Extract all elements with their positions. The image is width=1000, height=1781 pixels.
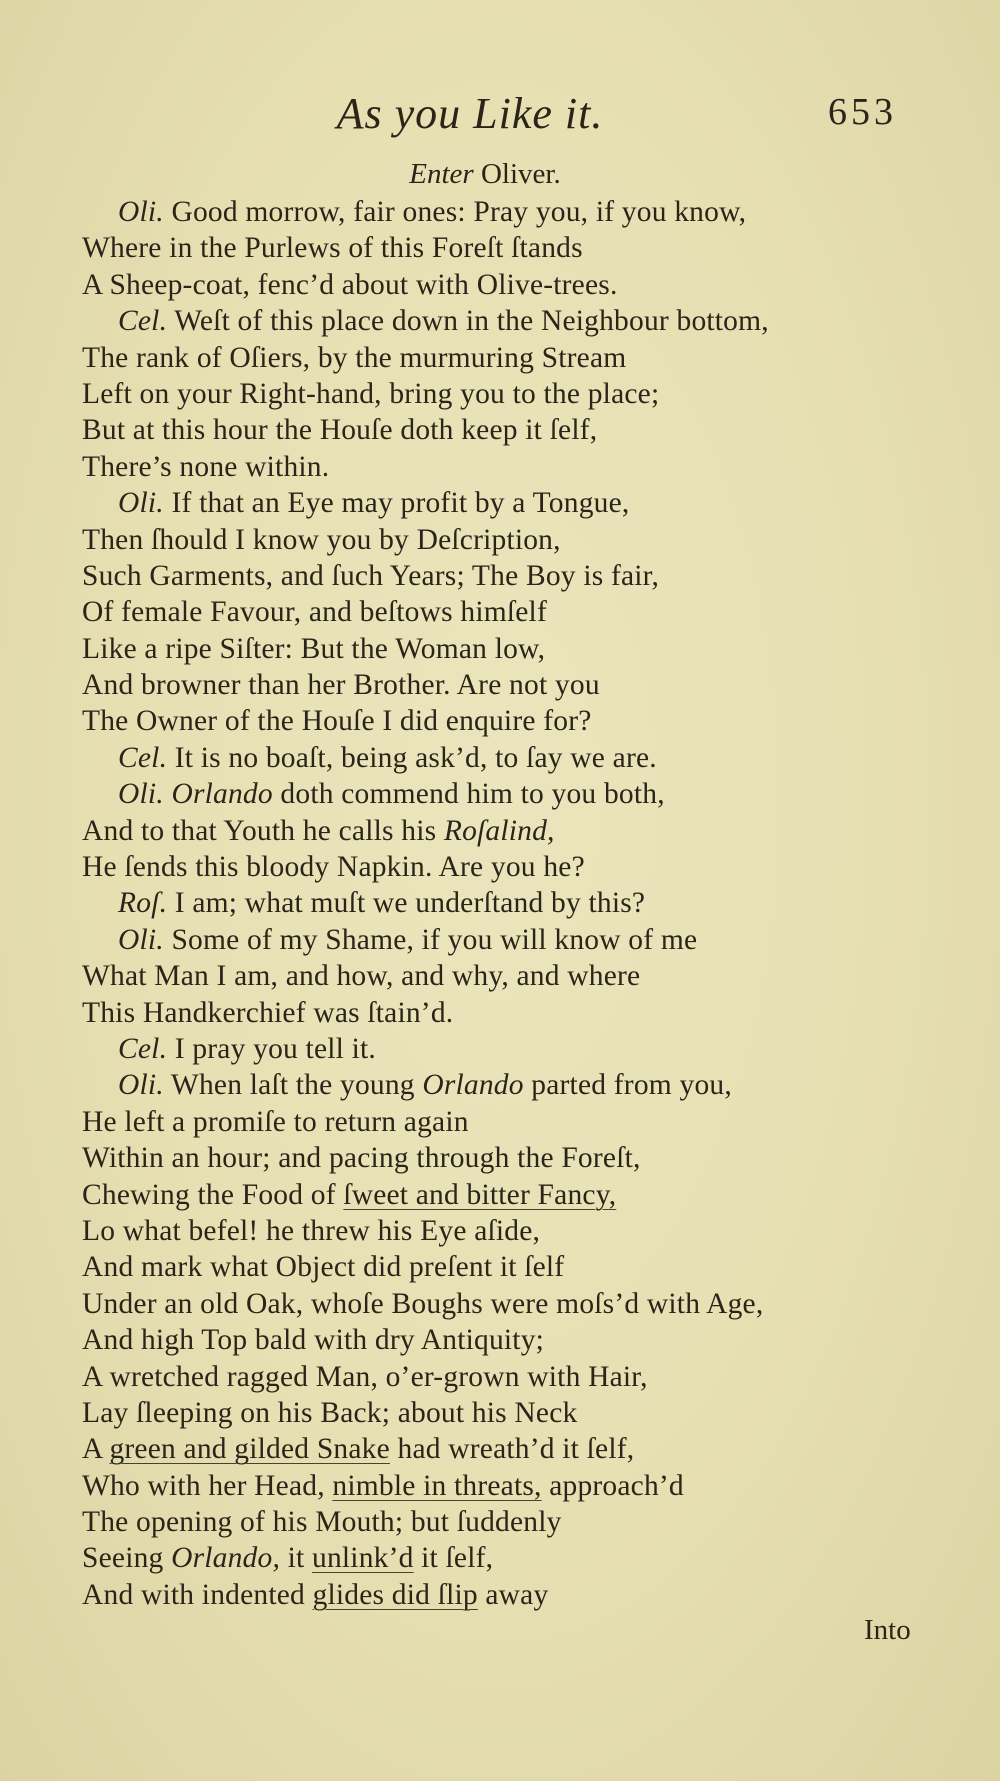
line-text: When laſt the young bbox=[163, 1069, 423, 1102]
line-text: Left on your Right-hand, bring you to the place; bbox=[82, 377, 660, 410]
line-text: Seeing bbox=[82, 1542, 172, 1575]
verse-line bbox=[82, 522, 962, 558]
verse-line bbox=[82, 776, 962, 812]
verse-line bbox=[82, 412, 962, 448]
stage-direction-enter: Enter bbox=[409, 158, 474, 190]
verse-line bbox=[82, 1177, 962, 1213]
verse-line bbox=[82, 230, 962, 266]
italic-name: Orlando bbox=[422, 1069, 524, 1102]
verse-line bbox=[82, 740, 962, 776]
line-text: It is no boaſt, being ask’d, to ſay we are. bbox=[167, 741, 657, 774]
verse-text bbox=[82, 194, 962, 1613]
speaker-name: Oli. bbox=[118, 487, 164, 520]
line-text: And browner than her Brother. Are not you bbox=[82, 669, 600, 702]
line-text: Chewing the Food of bbox=[82, 1178, 344, 1211]
line-text: Of female Favour, and beſtows himſelf bbox=[82, 596, 547, 629]
line-text: parted from you, bbox=[523, 1069, 732, 1102]
line-text: Who with her Head, bbox=[82, 1469, 333, 1502]
line-text: There’s none within. bbox=[82, 450, 330, 483]
verse-line bbox=[82, 1031, 962, 1067]
verse-line bbox=[82, 885, 962, 921]
line-text: approach’d bbox=[541, 1469, 684, 1502]
line-text: And to that Youth he calls his bbox=[82, 814, 444, 847]
verse-line bbox=[82, 958, 962, 994]
verse-line bbox=[82, 194, 962, 230]
verse-line bbox=[82, 1286, 962, 1322]
line-text: A Sheep-coat, fenc’d about with Olive-trees. bbox=[82, 268, 618, 301]
verse-line bbox=[82, 1504, 962, 1540]
verse-line bbox=[82, 376, 962, 412]
line-text: I am; what muſt we underſtand by this? bbox=[167, 887, 646, 920]
italic-name: Orlando, bbox=[171, 1542, 281, 1575]
line-text: I pray you tell it. bbox=[167, 1032, 376, 1065]
verse-line bbox=[82, 485, 962, 521]
verse-line bbox=[82, 1067, 962, 1103]
line-text: Where in the Purlews of this Foreſt ſtands bbox=[82, 232, 583, 265]
line-text: Lo what befel! he threw his Eye aſide, bbox=[82, 1214, 541, 1247]
line-text: Such Garments, and ſuch Years; The Boy is fair, bbox=[82, 559, 660, 592]
verse-line bbox=[82, 303, 962, 339]
verse-line bbox=[82, 1577, 962, 1613]
running-title-text: As you Like it. bbox=[336, 89, 604, 138]
verse-line bbox=[82, 558, 962, 594]
line-text: Some of my Shame, if you will know of me bbox=[163, 923, 698, 956]
line-text: He left a promiſe to return again bbox=[82, 1105, 469, 1138]
verse-line bbox=[82, 667, 962, 703]
line-text: Weſt of this place down in the Neighbour bottom, bbox=[167, 305, 769, 338]
line-text: If that an Eye may profit by a Tongue, bbox=[163, 487, 630, 520]
verse-line bbox=[82, 1213, 962, 1249]
speaker-name: Oli. bbox=[118, 1069, 164, 1102]
verse-line bbox=[82, 813, 962, 849]
verse-line bbox=[82, 340, 962, 376]
line-text: it bbox=[280, 1542, 312, 1575]
speaker-name: Cel. bbox=[118, 1032, 168, 1065]
line-text: Lay ſleeping on his Back; about his Neck bbox=[82, 1396, 578, 1429]
line-text: He ſends this bloody Napkin. Are you he? bbox=[82, 851, 585, 884]
line-text: nimble in threats, bbox=[332, 1469, 542, 1502]
verse-line bbox=[82, 1140, 962, 1176]
verse-line bbox=[82, 1431, 962, 1467]
verse-line bbox=[82, 995, 962, 1031]
verse-line bbox=[82, 1104, 962, 1140]
verse-line bbox=[82, 1468, 962, 1504]
line-text: ſweet and bitter Fancy, bbox=[343, 1178, 617, 1211]
line-text: What Man I am, and how, and why, and where bbox=[82, 960, 641, 993]
line-text: But at this hour the Houſe doth keep it ſelf, bbox=[82, 414, 598, 447]
line-text: The rank of Oſiers, by the murmuring Stream bbox=[82, 341, 627, 374]
line-text: A bbox=[82, 1433, 110, 1466]
stage-direction-character: Oliver. bbox=[473, 158, 561, 190]
italic-name: Roſalind, bbox=[443, 814, 555, 847]
line-text: And high Top bald with dry Antiquity; bbox=[82, 1324, 545, 1357]
verse-line bbox=[82, 449, 962, 485]
line-text: A wretched ragged Man, o’er-grown with Hair, bbox=[82, 1360, 648, 1393]
line-text: had wreath’d it ſelf, bbox=[389, 1433, 635, 1466]
line-text: glides did ſlip bbox=[312, 1578, 478, 1611]
line-text: Then ſhould I know you by Deſcription, bbox=[82, 523, 561, 556]
verse-line bbox=[82, 1322, 962, 1358]
verse-line bbox=[82, 1395, 962, 1431]
line-text: it ſelf, bbox=[413, 1542, 494, 1575]
line-text: And with indented bbox=[82, 1578, 313, 1611]
line-text: The opening of his Mouth; but ſuddenly bbox=[82, 1506, 562, 1539]
line-text: green and gilded Snake bbox=[109, 1433, 390, 1466]
verse-line bbox=[82, 1249, 962, 1285]
line-text: doth commend him to you both, bbox=[272, 778, 665, 811]
line-text: Good morrow, fair ones: Pray you, if you know, bbox=[163, 196, 747, 228]
stage-direction bbox=[0, 158, 1000, 191]
speaker-name: Cel. bbox=[118, 741, 168, 774]
speaker-name: Oli. bbox=[118, 196, 164, 228]
verse-line bbox=[82, 922, 962, 958]
verse-line bbox=[82, 703, 962, 739]
speaker-name: Oli. bbox=[118, 778, 164, 811]
line-text: unlink’d bbox=[312, 1542, 414, 1575]
verse-line bbox=[82, 267, 962, 303]
speaker-name: Roſ. bbox=[118, 887, 168, 920]
line-text: Under an old Oak, whoſe Boughs were moſs’d with Age, bbox=[82, 1287, 764, 1320]
line-text: Within an hour; and pacing through the Foreſt, bbox=[82, 1142, 641, 1175]
line-text: And mark what Object did preſent it ſelf bbox=[82, 1251, 565, 1284]
speaker-name: Cel. bbox=[118, 305, 168, 338]
verse-line bbox=[82, 1359, 962, 1395]
line-text: The Owner of the Houſe I did enquire for? bbox=[82, 705, 592, 738]
verse-line bbox=[82, 631, 962, 667]
speaker-name: Oli. bbox=[118, 923, 164, 956]
catchword: Into bbox=[864, 1614, 911, 1646]
italic-name: Orlando bbox=[171, 778, 273, 811]
line-text: away bbox=[477, 1578, 549, 1611]
verse-line bbox=[82, 1540, 962, 1576]
verse-line bbox=[82, 849, 962, 885]
page-number: 653 bbox=[828, 91, 897, 133]
verse-line bbox=[82, 594, 962, 630]
line-text: Like a ripe Siſter: But the Woman low, bbox=[82, 632, 546, 665]
line-text: This Handkerchief was ſtain’d. bbox=[82, 996, 454, 1029]
